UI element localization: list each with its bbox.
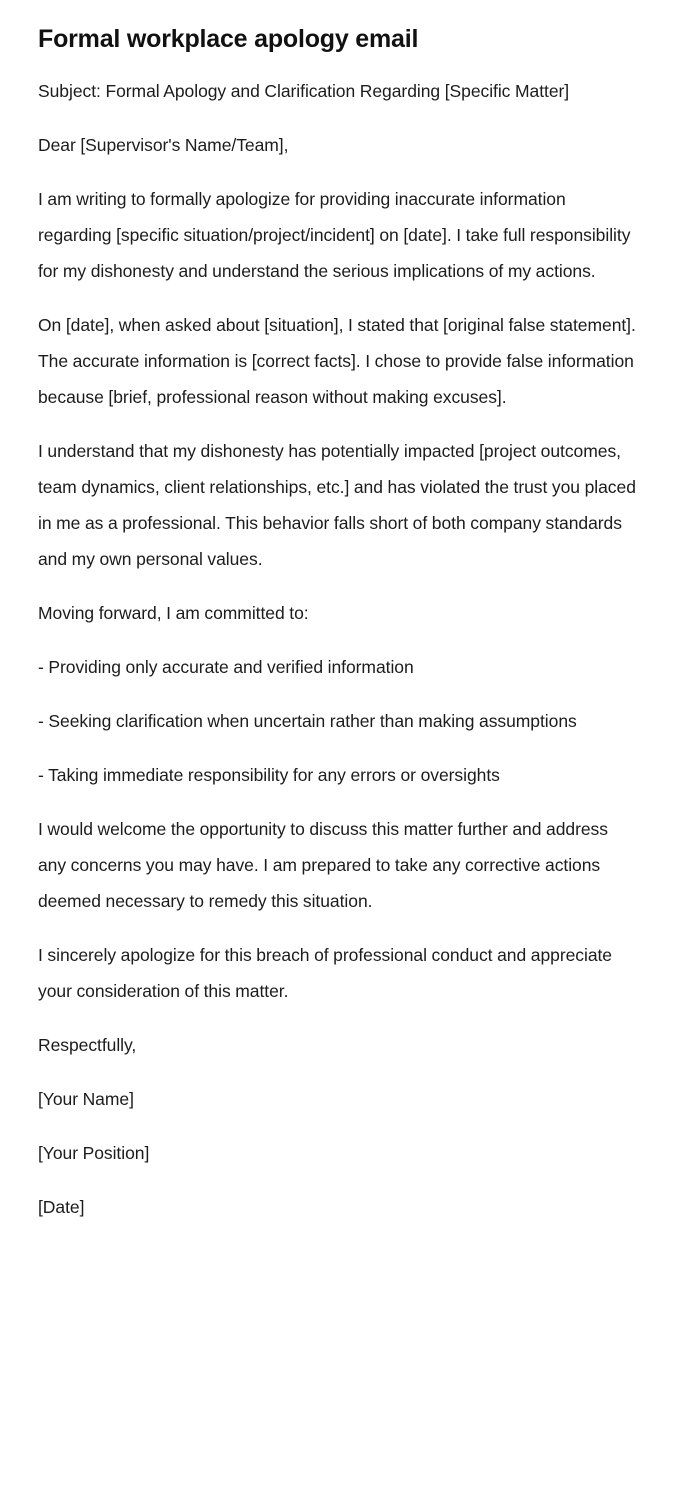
paragraph: On [date], when asked about [situation], I stated that [original false statement]. The accurate information is [correct facts]. I chose to provide false information because [brief, professional reason without making excuses]. (38, 315, 636, 407)
paragraph: [Your Name] (38, 1089, 134, 1109)
paragraph: [Your Position] (38, 1143, 150, 1163)
paragraph: Moving forward, I am committed to: (38, 603, 309, 623)
list-item: - Providing only accurate and verified information (38, 657, 414, 677)
document-body (38, 73, 640, 1225)
paragraph: I sincerely apologize for this breach of professional conduct and appreciate your consideration of this matter. (38, 945, 612, 1001)
paragraph: I would welcome the opportunity to discuss this matter further and address any concerns you may have. I am prepared to take any corrective actions deemed necessary to remedy this situation. (38, 819, 608, 911)
paragraph: I am writing to formally apologize for providing inaccurate information regarding [specific situation/project/incident] on [date]. I take full responsibility for my dishonesty and understand the serious implications of my actions. (38, 189, 631, 281)
paragraph: I understand that my dishonesty has potentially impacted [project outcomes, team dynamics, client relationships, etc.] and has violated the trust you placed in me as a professional. This behavior falls short of both company standards and my own personal values. (38, 441, 636, 569)
paragraph: Subject: Formal Apology and Clarification Regarding [Specific Matter] (38, 81, 570, 101)
paragraph: Respectfully, (38, 1035, 137, 1055)
list-item: - Taking immediate responsibility for any errors or oversights (38, 765, 500, 785)
paragraph: [Date] (38, 1197, 85, 1217)
page-title: Formal workplace apology email (38, 25, 419, 53)
paragraph: Dear [Supervisor's Name/Team], (38, 135, 289, 155)
list-item: - Seeking clarification when uncertain rather than making assumptions (38, 711, 577, 731)
